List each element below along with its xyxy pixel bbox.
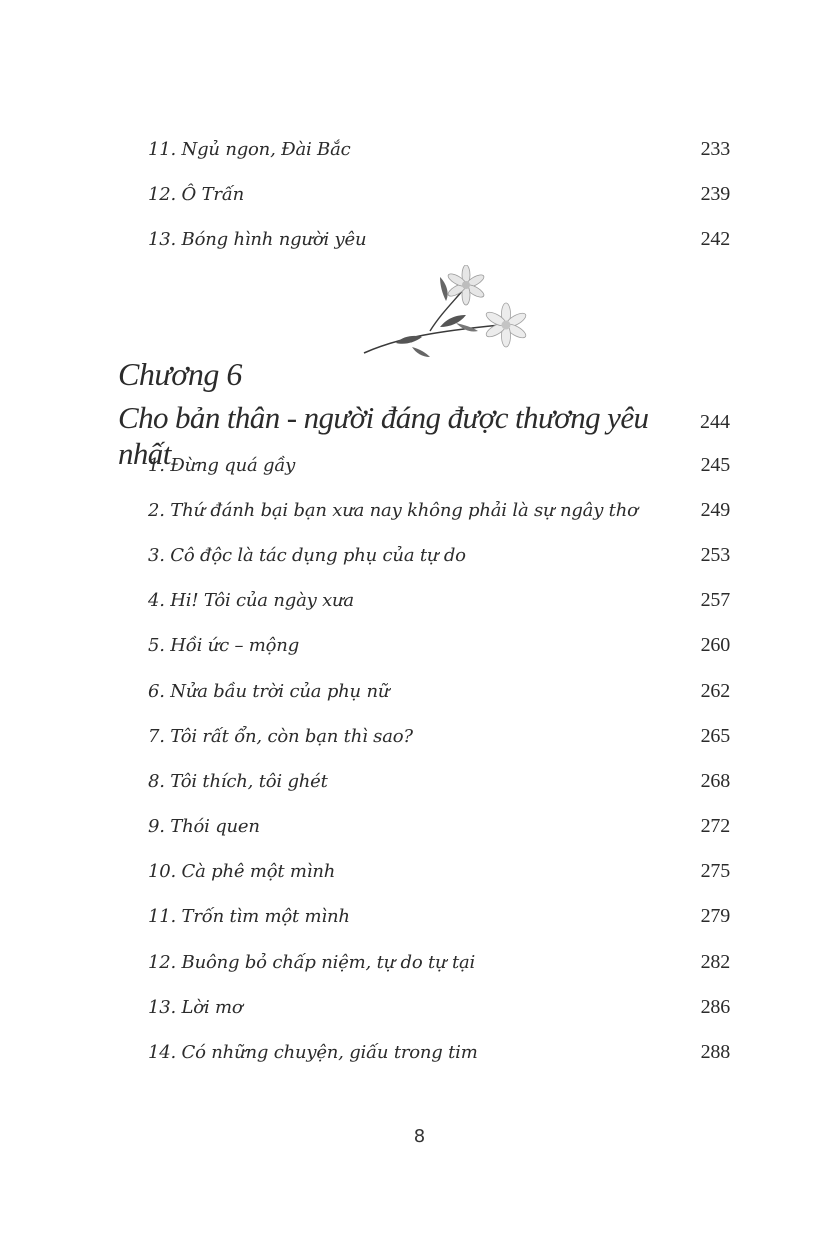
toc-entry-page: 245 [700,454,730,476]
toc-entry-page: 288 [700,1041,730,1063]
toc-entry-title: 5. Hồi ức – mộng [148,635,300,656]
toc-entry-title: 12. Ô Trấn [148,184,245,205]
toc-entry [148,725,730,755]
page-number: 8 [413,1126,426,1147]
toc-entry-page: 279 [700,905,730,927]
toc-entry-title: 8. Tôi thích, tôi ghét [148,771,328,792]
toc-entry [148,680,730,710]
toc-entry-page: 265 [700,725,730,747]
toc-entry [148,589,730,619]
toc-entry-page: 253 [700,544,730,566]
chapter-page: 244 [700,411,730,433]
toc-entry-title: 6. Nửa bầu trời của phụ nữ [148,681,390,702]
flower-sprig-icon [360,265,535,360]
toc-entry [148,770,730,800]
toc-entry [148,183,730,213]
toc-entry [148,1041,730,1071]
toc-entry-title: 14. Có những chuyện, giấu trong tim [148,1042,478,1063]
toc-entry-page: 257 [700,589,730,611]
toc-entry [148,454,730,484]
toc-entry-page: 286 [700,996,730,1018]
chapter-title: Cho bản thân - người đáng được thương yêu nhất [118,400,649,471]
toc-entry-page: 272 [700,815,730,837]
toc-entry-page: 249 [700,499,730,521]
toc-entry [148,815,730,845]
toc-entry-title: 2. Thứ đánh bại bạn xưa nay không phải là sự ngây thơ [148,500,638,521]
toc-entry-page: 260 [700,634,730,656]
toc-entry-title: 13. Bóng hình người yêu [148,229,367,250]
toc-entry-title: 3. Cô độc là tác dụng phụ của tự do [148,545,466,566]
toc-entry-title: 13. Lời mơ [148,997,243,1018]
chapter-label: Chương 6 [118,356,242,392]
toc-entry [148,996,730,1026]
toc-entry-title: 11. Ngủ ngon, Đài Bắc [148,139,351,160]
toc-entry [148,905,730,935]
toc-entry [148,499,730,529]
toc-entry-page: 262 [700,680,730,702]
toc-entry-page: 233 [700,138,730,160]
toc-entry-title: 7. Tôi rất ổn, còn bạn thì sao? [148,726,413,747]
toc-entry-page: 268 [700,770,730,792]
toc-entry-page: 239 [700,183,730,205]
toc-entry-page: 282 [700,951,730,973]
toc-entry [148,228,730,258]
toc-entry-title: 9. Thói quen [148,816,260,837]
toc-entry-title: 4. Hi! Tôi của ngày xưa [148,590,354,611]
toc-entry-page: 242 [700,228,730,250]
toc-entry-page: 275 [700,860,730,882]
toc-entry [148,860,730,890]
toc-entry [148,544,730,574]
toc-entry [148,138,730,168]
toc-entry-title: 11. Trốn tìm một mình [148,906,350,927]
toc-entry-title: 1. Đừng quá gầy [148,455,296,476]
toc-entry-title: 10. Cà phê một mình [148,861,336,882]
toc-entry [148,951,730,981]
toc-entry [148,634,730,664]
toc-entry-title: 12. Buông bỏ chấp niệm, tự do tự tại [148,952,476,973]
